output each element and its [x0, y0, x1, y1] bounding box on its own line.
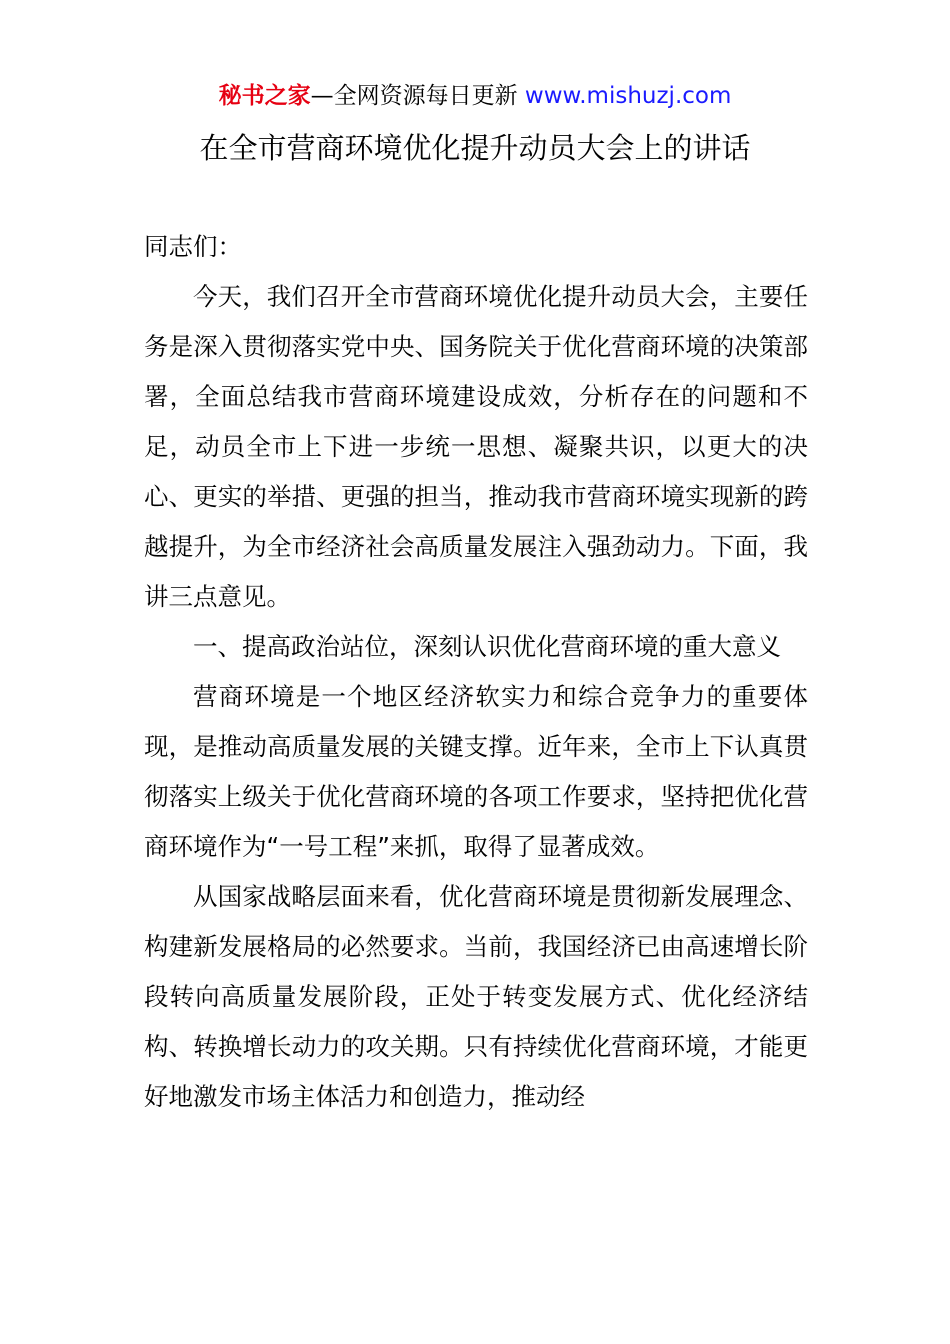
salutation: 同志们：	[144, 232, 242, 261]
site-url-link[interactable]: www.mishuzj.com	[524, 83, 732, 109]
header-tagline: —全网资源每日更新	[310, 83, 525, 109]
paragraph-national-strategy: 从国家战略层面来看，优化营商环境是贯彻新发展理念、构建新发展格局的必然要求。当前，我国经济已由高速增长阶段转向高质量发展阶段，正处于转变发展方式、优化经济结构、转换增长动力的攻关期。只有持续优化营商环境，才能更好地激发市场主体活力和创造力，推动经	[144, 882, 808, 1111]
brand-name: 秘书之家	[218, 83, 311, 109]
section-heading-1: 一、提高政治站位，深刻认识优化营商环境的重大意义	[193, 632, 781, 661]
paragraph-intro: 今天，我们召开全市营商环境优化提升动员大会，主要任务是深入贯彻落实党中央、国务院关于优化营商环境的决策部署，全面总结我市营商环境建设成效，分析存在的问题和不足，动员全市上下进一步统一思想、凝聚共识，以更大的决心、更实的举措、更强的担当，推动我市营商环境实现新的跨越提升，为全市经济社会高质量发展注入强劲动力。下面，我讲三点意见。	[144, 282, 808, 611]
document-title: 在全市营商环境优化提升动员大会上的讲话	[199, 131, 751, 165]
document-body	[144, 222, 808, 1122]
site-header	[0, 80, 950, 112]
paragraph-section-1: 营商环境是一个地区经济软实力和综合竞争力的重要体现，是推动高质量发展的关键支撑。近年来，全市上下认真贯彻落实上级关于优化营商环境的各项工作要求，坚持把优化营商环境作为“一号工程”来抓，取得了显著成效。	[144, 682, 808, 861]
